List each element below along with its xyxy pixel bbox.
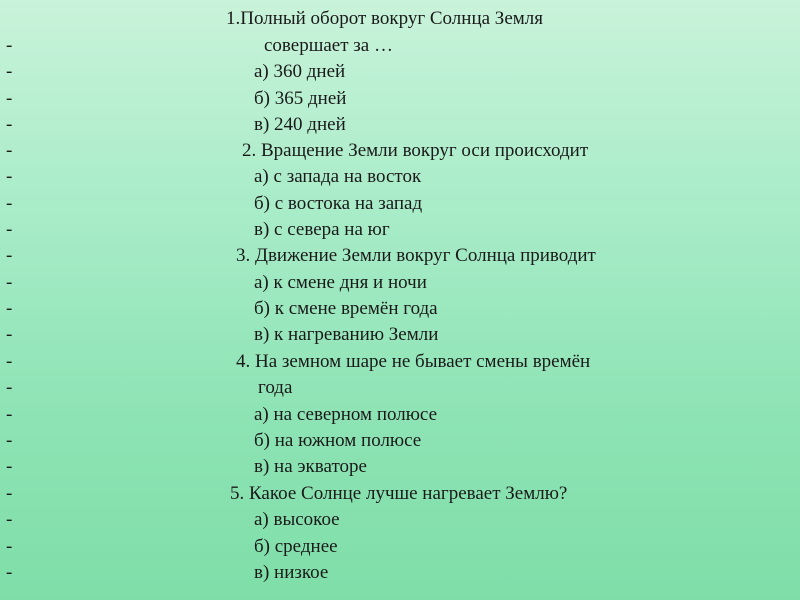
quiz-line bbox=[0, 164, 800, 190]
quiz-line bbox=[0, 454, 800, 480]
question-4-continuation: года bbox=[258, 377, 293, 398]
answer-option: в) низкое bbox=[254, 562, 329, 583]
quiz-line bbox=[0, 6, 800, 32]
line-dash: - bbox=[6, 193, 13, 214]
quiz-line bbox=[0, 243, 800, 269]
answer-option: в) к нагреванию Земли bbox=[254, 324, 439, 345]
line-dash: - bbox=[6, 377, 13, 398]
quiz-line bbox=[0, 507, 800, 533]
question-2-title: 2. Вращение Земли вокруг оси происходит bbox=[242, 140, 589, 161]
line-dash: - bbox=[6, 272, 13, 293]
line-dash: - bbox=[6, 114, 13, 135]
line-dash: - bbox=[6, 324, 13, 345]
quiz-line bbox=[0, 138, 800, 164]
quiz-line bbox=[0, 428, 800, 454]
line-dash: - bbox=[6, 456, 13, 477]
answer-option: б) 365 дней bbox=[254, 88, 347, 109]
quiz-line bbox=[0, 59, 800, 85]
answer-option: а) к смене дня и ночи bbox=[254, 272, 427, 293]
quiz-line bbox=[0, 86, 800, 112]
answer-option: б) с востока на запад bbox=[254, 193, 423, 214]
line-dash: - bbox=[6, 562, 13, 583]
answer-option: в) с севера на юг bbox=[254, 219, 390, 240]
quiz-line bbox=[0, 375, 800, 401]
line-dash: - bbox=[6, 483, 13, 504]
line-dash: - bbox=[6, 88, 13, 109]
answer-option: а) на северном полюсе bbox=[254, 404, 438, 425]
answer-option: б) на южном полюсе bbox=[254, 430, 422, 451]
question-4-title: 4. На земном шаре не бывает смены времён bbox=[236, 351, 591, 372]
question-5-title: 5. Какое Солнце лучше нагревает Землю? bbox=[230, 483, 568, 504]
quiz-line bbox=[0, 191, 800, 217]
question-1-continuation: совершает за … bbox=[264, 35, 393, 56]
quiz-line bbox=[0, 33, 800, 59]
quiz-line bbox=[0, 481, 800, 507]
quiz-line bbox=[0, 349, 800, 375]
answer-option: а) с запада на восток bbox=[254, 166, 422, 187]
line-dash: - bbox=[6, 140, 13, 161]
question-1-title: 1.Полный оборот вокруг Солнца Земля bbox=[226, 8, 544, 29]
line-dash: - bbox=[6, 351, 13, 372]
answer-option: в) на экваторе bbox=[254, 456, 367, 477]
line-dash: - bbox=[6, 404, 13, 425]
line-dash: - bbox=[6, 219, 13, 240]
answer-option: а) высокое bbox=[254, 509, 340, 530]
question-3-title: 3. Движение Земли вокруг Солнца приводит bbox=[236, 245, 596, 266]
quiz-line bbox=[0, 322, 800, 348]
quiz-line bbox=[0, 402, 800, 428]
line-dash: - bbox=[6, 509, 13, 530]
line-dash: - bbox=[6, 298, 13, 319]
answer-option: в) 240 дней bbox=[254, 114, 346, 135]
line-dash: - bbox=[6, 35, 13, 56]
quiz-line bbox=[0, 270, 800, 296]
line-dash: - bbox=[6, 245, 13, 266]
quiz-line bbox=[0, 217, 800, 243]
answer-option: б) к смене времён года bbox=[254, 298, 438, 319]
line-dash: - bbox=[6, 166, 13, 187]
quiz-line bbox=[0, 534, 800, 560]
quiz-line bbox=[0, 296, 800, 322]
line-dash: - bbox=[6, 430, 13, 451]
answer-option: б) среднее bbox=[254, 536, 338, 557]
quiz-line bbox=[0, 112, 800, 138]
answer-option: а) 360 дней bbox=[254, 61, 346, 82]
line-dash: - bbox=[6, 61, 13, 82]
line-dash: - bbox=[6, 536, 13, 557]
quiz-line bbox=[0, 560, 800, 586]
